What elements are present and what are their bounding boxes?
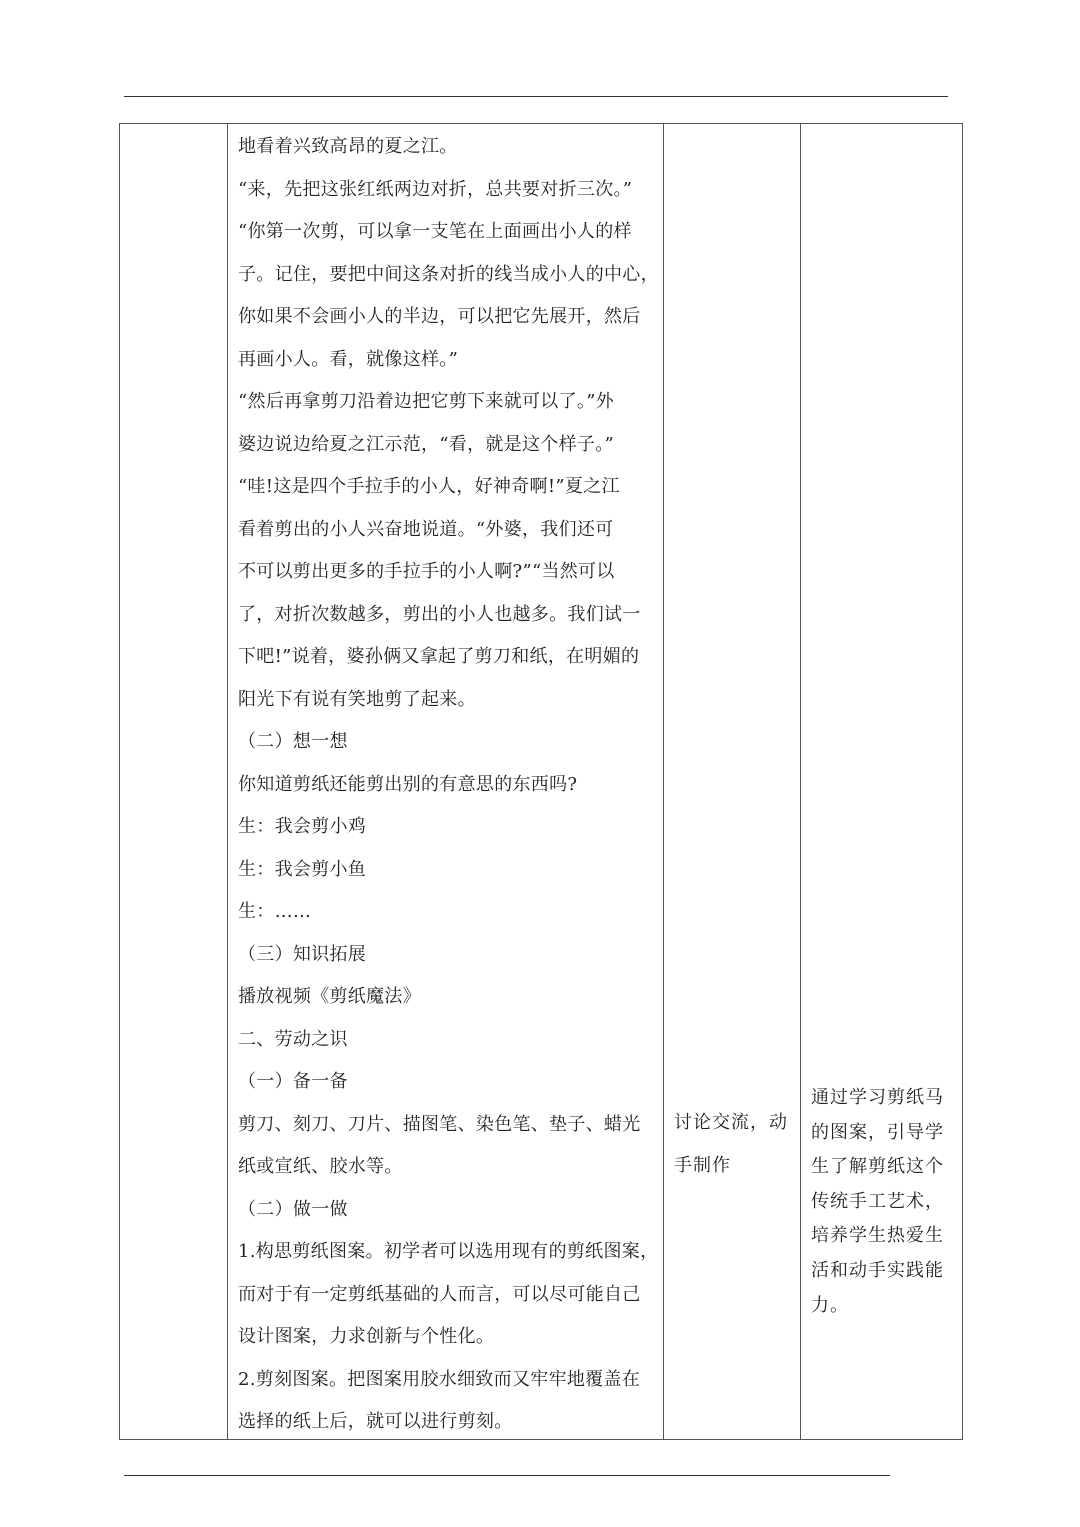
purpose-line: 传统手工艺术， — [811, 1190, 944, 1212]
content-line: （三）知识拓展 — [238, 943, 367, 965]
content-line: “你第一次剪，可以拿一支笔在上面画出小人的样 — [238, 221, 632, 242]
method-column — [664, 124, 801, 1439]
content-line: 生：我会剪小鱼 — [238, 858, 367, 880]
content-line: 下吧!”说着，婆孙俩又拿起了剪刀和纸，在明媚的 — [238, 646, 640, 667]
content-line: “哇!这是四个手拉手的小人，好神奇啊!”夏之江 — [238, 476, 620, 497]
content-line: 而对于有一定剪纸基础的人而言，可以尽可能自己 — [238, 1283, 641, 1305]
method-line: 讨论交流，动 — [674, 1112, 788, 1133]
header-rule — [124, 96, 948, 97]
content-line: 1.构思剪纸图案。初学者可以选用现有的剪纸图案， — [238, 1241, 659, 1262]
purpose-line: 的图案，引导学 — [811, 1121, 944, 1143]
lesson-table — [119, 123, 963, 1440]
purpose-line: 力。 — [811, 1294, 849, 1316]
content-line: 了，对折次数越多，剪出的小人也越多。我们试一 — [238, 603, 641, 625]
content-line: “然后再拿剪刀沿着边把它剪下来就可以了。”外 — [238, 391, 615, 412]
content-line: 纸或宣纸、胶水等。 — [238, 1156, 403, 1177]
content-line: 阳光下有说有笑地剪了起来。 — [238, 688, 476, 710]
purpose-line: 活和动手实践能 — [811, 1259, 944, 1281]
content-line: （二）做一做 — [238, 1198, 348, 1220]
content-line: （一）备一备 — [238, 1071, 348, 1092]
content-line: 不可以剪出更多的手拉手的小人啊?”“当然可以 — [238, 561, 615, 582]
content-line: 婆边说边给夏之江示范，“看，就是这个样子。” — [238, 433, 615, 455]
method-cell — [674, 1102, 796, 1187]
content-line: 看着剪出的小人兴奋地说道。“外婆，我们还可 — [238, 518, 614, 540]
content-line: 生：…… — [238, 901, 312, 922]
purpose-line: 通过学习剪纸马 — [811, 1087, 944, 1108]
content-line: （二）想一想 — [238, 731, 348, 752]
content-line: 你知道剪纸还能剪出别的有意思的东西吗? — [238, 773, 578, 795]
content-line: 再画小人。看，就像这样。” — [238, 348, 459, 370]
footer-rule — [124, 1475, 890, 1476]
stage-column — [120, 124, 228, 1439]
content-line: 剪刀、刻刀、刀片、描图笔、染色笔、垫子、蜡光 — [238, 1113, 641, 1135]
content-line: 播放视频《剪纸魔法》 — [238, 986, 421, 1007]
content-line: 生：我会剪小鸡 — [238, 816, 367, 837]
content-cell — [238, 126, 658, 1444]
purpose-column — [801, 124, 962, 1439]
content-line: “来，先把这张红纸两边对折，总共要对折三次。” — [238, 178, 633, 200]
purpose-line: 培养学生热爱生 — [811, 1225, 944, 1247]
content-line: 子。记住，要把中间这条对折的线当成小人的中心， — [238, 263, 659, 285]
content-line: 地看着兴致高昂的夏之江。 — [238, 136, 458, 157]
content-line: 你如果不会画小人的半边，可以把它先展开，然后 — [238, 306, 641, 327]
content-line: 2.剪刻图案。把图案用胶水细致而又牢牢地覆盖在 — [238, 1368, 641, 1390]
content-line: 二、劳动之识 — [238, 1028, 348, 1050]
purpose-cell — [811, 1081, 959, 1323]
method-line: 手制作 — [674, 1154, 731, 1176]
content-line: 选择的纸上后，就可以进行剪刻。 — [238, 1411, 513, 1432]
content-line: 设计图案，力求创新与个性化。 — [238, 1326, 495, 1347]
purpose-line: 生了解剪纸这个 — [811, 1156, 944, 1178]
